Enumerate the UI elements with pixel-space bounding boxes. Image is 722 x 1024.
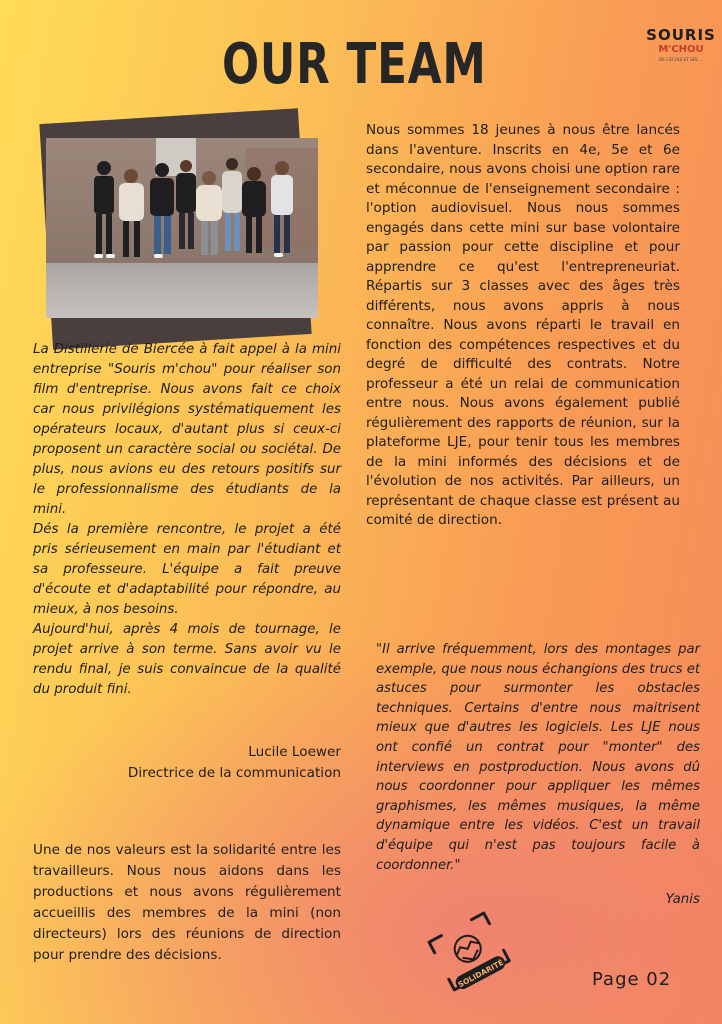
page-number: Page 02 [592,969,672,990]
student-quote: "Il arrive fréquemment, lors des montages par exemple, que nous nous échangions des trucs et astuces pour surmonter les obstacles techniques. Certains d'entre nous maitrisent mieux que d'autres les logiciels. Les LJE nous ont confié un contrat pour "monter" des interviews en postproduction. Nous avons dû nous coordonner pour appliquer les mêmes graphismes, les mêmes musiques, la même dynamique entre les vidéos. C'est un travail d'équipe qui n'est pas toujours facile à coordonner." [376,642,700,873]
testimonial-text [33,340,341,784]
solidarity-badge [426,910,516,1000]
badge-label: SOLIDARITÉ [456,957,506,990]
logo-wordmark: SOURIS [646,26,716,44]
signature-role: Directrice de la communication [127,765,341,781]
logo-tagline: DE L'ÉCOLE ET SES ... [659,57,703,62]
logo-sub-wordmark: M'CHOU [658,44,704,55]
solidarity-paragraph: Une de nos valeurs est la solidarité entre les travailleurs. Nous nous aidons dans les productions et nous avons régulièrement accueillis des membres de la mini (non directeurs) lors des réunions de direction pour prendre des décisions. [33,842,341,963]
testimonial-paragraph: Aujourd'hui, après 4 mois de tournage, le projet arrive à son terme. Sans avoir vu le rendu final, je suis convaincue de la qualité du produit fini. [33,622,341,697]
testimonial-paragraph: La Distillerie de Biercée à fait appel à la mini entreprise "Souris m'chou" pour réaliser son film d'entreprise. Nous avons fait ce choix car nous privilégions systématiquement les opérateurs locaux, d'autant plus si ceux-ci proposent un caractère social ou sociétal. De plus, nous avions eu des retours positifs sur le professionnalisme des étudiants de la mini. [33,342,341,517]
signature-name: Lucile Loewer [248,744,341,760]
team-photo [46,138,318,318]
holding-hands-icon [450,931,485,966]
quote-author: Yanis [665,892,700,907]
group-photo [46,138,318,318]
page-title: OUR TEAM [222,32,487,97]
team-description: Nous sommes 18 jeunes à nous être lancés dans l'aventure. Inscrits en 4e, 5e et 6e secondaire, nous avons choisi une option rare et méconnue de l'enseignement secondaire : l'option audiovisuel. Nous nous sommes engagés dans cette mini sur base volontaire par passion pour cette discipline et pour apprendre ce qu'est l'entrepreneuriat. Répartis sur 3 classes avec des âges très différents, nous avons appris à nous connaître. Nous avons réparti le travail en fonction des compétences respectives et du degré de difficulté des contrats. Notre professeur a été un relai de communication entre nous. Nous avons également publié régulièrement des rapports de réunion, sur la plateforme LJE, pour tenir tous les membres de la mini informés des décisions et de l'évolution de nos activités. Par ailleurs, un représentant de chaque classe est présent au comité de direction. [366,122,680,528]
testimonial-paragraph: Dés la première rencontre, le projet a été pris sérieusement en main par l'étudiant et sa professeure. L'équipe a fait preuve d'écoute et d'adaptabilité pour répondre, au mieux, à nos besoins. [33,522,341,617]
testimonial-signature [33,742,341,784]
souris-mchou-logo [644,26,718,68]
